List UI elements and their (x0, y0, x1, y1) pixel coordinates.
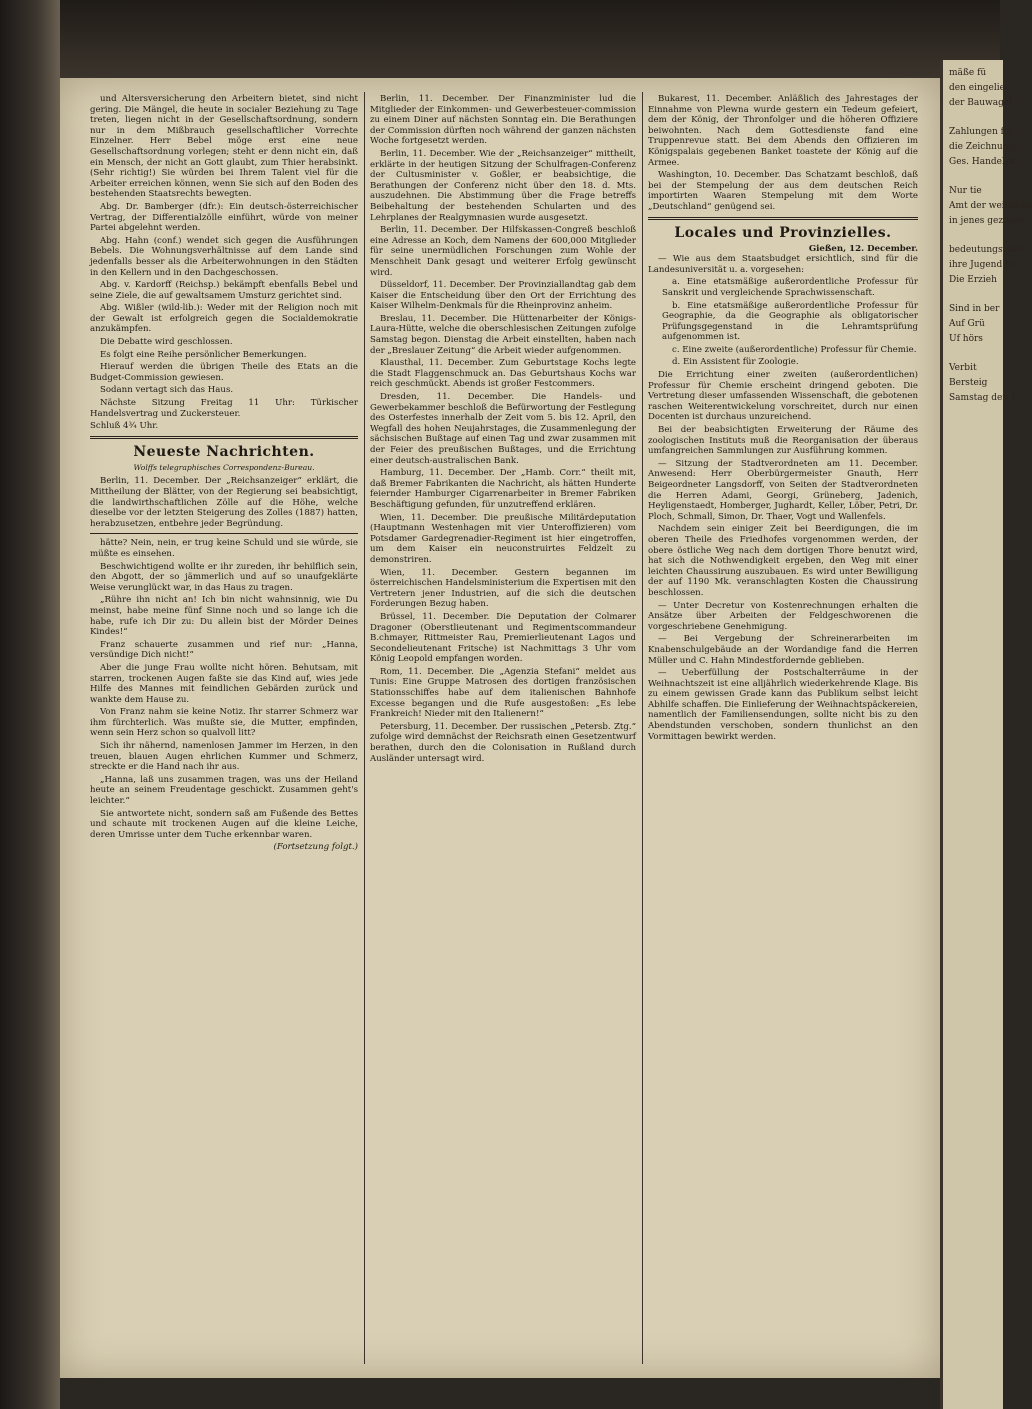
adjacent-page-text (943, 60, 1032, 404)
news-item: Düsseldorf, 11. December. Der Provinziallandtag gab dem Kaiser die Entscheidung über den Ort der Errichtung des Kaiser Wilhelm-Denkmals für die Rheinprovinz anheim. (370, 280, 636, 312)
parliament-report (90, 94, 358, 432)
adjacent-page-line: Die Erzieh (949, 275, 997, 285)
column-2 (370, 94, 636, 1364)
locals-section-title: Locales und Provinzielles. (674, 224, 892, 241)
paragraph: Hierauf werden die übrigen Theile des Etats an die Budget-Commission gewiesen. (90, 362, 358, 383)
adjacent-page-line: Uf hörs (949, 334, 983, 344)
adjacent-page-line: Auf Grü (949, 319, 985, 329)
story-paragraph: hätte? Nein, nein, er trug keine Schuld und sie würde, sie müßte es einsehen. (90, 538, 358, 559)
column-1 (90, 94, 358, 1364)
adjacent-page-line: ihre Jugend bi (949, 260, 1014, 270)
budget-list-item: d. Ein Assistent für Zoologie. (672, 357, 799, 368)
scan-top-background (60, 0, 1000, 78)
paragraph: Abg. Dr. Bamberger (dfr.): Ein deutsch-österreichischer Vertrag, der Differentialzölle einführt, würde von meiner Partei abgelehnt werden. (90, 201, 358, 234)
news-item: Hamburg, 11. December. Der „Hamb. Corr.“ theilt mit, daß Bremer Fabrikanten die Nachricht, als hätten Hunderte feiernder Hamburger Cigarrenarbeiter in Bremer Fabriken Beschäftigung gefunden, für unzutreffend erklären. (370, 468, 636, 510)
story-paragraph: Sich ihr nähernd, namenlosen Jammer im Herzen, in den treuen, blauen Augen ehrlichen Kummer und Schmerz, streckte er die Hand nach ihr aus. (90, 741, 358, 773)
adjacent-page-line: Nur tie (949, 186, 982, 196)
local-paragraph: — Bei Vergebung der Schreinerarbeiten im Knabenschulgebäude an der Wordandige fand die Herren Müller und C. Hahn Mindestfordernde geblieben. (648, 634, 918, 666)
feuilleton-story (90, 538, 358, 853)
story-paragraph: Beschwichtigend wollte er ihr zureden, ihr behilflich sein, den Abgott, der so jämmerlich und auf so unaufgeklärte Weise verunglückt war, in das Haus zu tragen. (90, 561, 358, 593)
story-paragraph: Von Franz nahm sie keine Notiz. Ihr starrer Schmerz war ihm fürchterlich. Was mußte sie, die Mutter, empfinden, wenn sein Herz schon so qualvoll litt? (90, 707, 358, 739)
adjacent-page-line: der Bauwagel (949, 98, 1013, 108)
adjacent-page-line: Ges. Handelsk (949, 157, 1015, 167)
section-divider (90, 533, 358, 534)
local-paragraph: Nachdem sein einiger Zeit bei Beerdigungen, die im oberen Theile des Friedhofes vorgenommen werden, der obere östliche Weg nach dem dortigen Thore benutzt wird, hat sich die Nothwendigkeit ergeben, den Weg mit einer leichten Chaussirung auszubauen. Es wird unter Bewilligung der auf 1190 Mk. veranschlagten Kosten die Chaussirung beschlossen. (648, 524, 918, 598)
adjacent-page-line: mäße fü (949, 68, 987, 78)
news-item: Bukarest, 11. December. Anläßlich des Jahrestages der Einnahme von Plewna wurde gestern ein Tedeum gefeiert, dem der König, der Thronfolger und die höheren Offiziere beiwohnten. Nach dem Gottesdienste fand eine Truppenrevue statt. Bei dem Abends den Offizieren im Königspalais gegebenen Banket toastete der König auf die Armee. (648, 94, 918, 168)
news-item: Klausthal, 11. December. Zum Geburtstage Kochs legte die Stadt Flaggenschmuck an. Das Geburtshaus Kochs war reich geschmückt. Abends ist großer Festcommers. (370, 358, 636, 390)
news-item: Petersburg, 11. December. Der russischen „Petersb. Ztg.“ zufolge wird demnächst der Reichsrath einen Gesetzentwurf berathen, durch den die Colonisation in Rußland durch Ausländer untersagt wird. (370, 721, 636, 764)
adjacent-page-line: den eingelie (949, 83, 1005, 93)
paragraph: Sodann vertagt sich das Haus. (100, 385, 234, 396)
local-paragraph: — Sitzung der Stadtverordneten am 11. December. Anwesend: Herr Oberbürgermeister Gnauth, Herr Beigeordneter Langsdorff, von Seiten der Stadtverordneten die Herren Adami, Georgi, Grüneberg, Jadenich, Heyligenstaedt, Homberger, Jughardt, Keller, Löber, Petri, Dr. Ploch, Schmall, Simon, Dr. Thaer, Vogt und Wallenfels. (648, 458, 918, 522)
story-paragraph: „Rühre ihn nicht an! Ich bin nicht wahnsinnig, wie Du meinst, habe meine fünf Sinne noch und so lange ich die habe, rufe ich Dir zu: Du allein bist der Mörder Deines Kindes!“ (90, 595, 358, 638)
paragraph: Die Debatte wird geschlossen. (100, 337, 233, 348)
adjacent-page-line: Bersteig (949, 378, 988, 388)
story-paragraph: Franz schauerte zusammen und rief nur: „Hanna, versündige Dich nicht!“ (90, 639, 358, 661)
local-paragraph: Die Errichtung einer zweiten (außerordentlichen) Professur für Chemie erscheint dringend geboten. Die Vertretung dieser umfassenden Wissenschaft, die gebotenen raschen Weiterentwickelung vorschreitet, durch nur einen Docenten ist durchaus unzureichend. (648, 370, 918, 423)
budget-list-item: b. Eine etatsmäßige außerordentliche Professur für Geographie, da die Geographie als obligatorischer Prüfungsgegenstand in die Lehramtsprüfung aufgenommen ist. (662, 300, 918, 343)
news-item: Breslau, 11. December. Die Hüttenarbeiter der Königs-Laura-Hütte, welche die oberschlesischen Zeitungen zufolge Samstag begon. Dienstag die Arbeit einstellten, haben nach der „Breslauer Zeitung“ die Arbeit wieder aufgenommen. (370, 313, 636, 356)
budget-list-item: c. Eine zweite (außerordentliche) Professur für Chemie. (672, 344, 917, 355)
session-close: Schluß 4¾ Uhr. (90, 421, 159, 432)
news-item: Wien, 11. December. Die preußische Militärdeputation (Hauptmann Westenhagen mit vier Unteroffizieren) vom Potsdamer Gardegrenadier-Regiment ist hier eingetroffen, um dem Kaiser ein neuconstruirtes Feldzelt zu demonstriren. (370, 512, 636, 565)
locals-dateline: Gießen, 12. December. (808, 243, 918, 254)
news-item: Brüssel, 11. December. Die Deputation der Colmarer Dragoner (Oberstlieutenant und Regimentscommandeur B.chmayer, Rittmeister Rau, Premierlieutenant Lagos und Secondelieutenant Fritsche) ist Nachmittags 3 Uhr vom König Leopold empfangen worden. (370, 611, 636, 665)
adjacent-page-line: in jenes gezogen (949, 216, 1026, 226)
budget-list-item: a. Eine etatsmäßige außerordentliche Professur für Sanskrit und vergleichende Sprachwissenschaft. (662, 277, 918, 298)
story-paragraph: Aber die junge Frau wollte nicht hören. Behutsam, mit starren, trockenen Augen faßte sie das Kind auf, wies jede Hilfe des Mannes mit feindlichen Gebärden zurück und wankte dem Hause zu. (90, 662, 358, 705)
local-paragraph: — Unter Decretur von Kostenrechnungen erhalten die Ansätze über Arbeiten der Feldgeschworenen die vorgeschriebene Genehmigung. (648, 600, 918, 632)
news-section-title: Neueste Nachrichten. (133, 443, 315, 460)
news-item: Berlin, 11. December. Wie der „Reichsanzeiger“ mittheilt, erklärte in der heutigen Sitzung der Schulfragen-Conferenz der Cultusminister v. Goßler, er beabsichtige, die Berathungen der Conferenz nicht über den 18. d. Mts. auszudehnen. Die Abstimmung über die Frage betreffs Beibehaltung der bestehenden Schularten und des Lehrplanes der Realgymnasien wurde ausgesetzt. (370, 148, 636, 223)
book-binding (0, 0, 60, 1409)
paragraph: Nächste Sitzung Freitag 11 Uhr: Türkischer Handelsvertrag und Zuckersteuer. (90, 398, 358, 419)
newspaper-page (60, 78, 940, 1378)
news-item: Dresden, 11. December. Die Handels- und Gewerbekammer beschloß die Befürwortung der Festlegung des Osterfestes innerhalb der Zeit vom 5. bis 12. April, den Wegfall des hohen Neujahrstages, die Zusammenlegung der sächsischen Bußtage auf einen Tag und zwar zusammen mit der Feier des preußischen Bußtages, und die Errichtung einer deutsch-australischen Bank. (370, 392, 636, 466)
adjacent-page-line: Samstag den 1 (949, 393, 1017, 403)
column-rule (642, 92, 643, 1364)
paragraph: und Altersversicherung den Arbeitern bietet, sind nicht gering. Die Mängel, die heute in socialer Beziehung zu Tage treten, liegen nicht in der Gesellschaftsordnung, sondern nur in dem Mißbrauch gesellschaftlicher Vorrechte Einzelner. Herr Bebel möge erst eine neue Gesellschaftsordnung vorlegen; steht er denn nicht ein, daß ein Mensch, der nicht an Gott glaubt, zum Thier herabsinkt. (Sehr richtig!) Sie würden bei Ihrem Talent viel für die Arbeiter erreichen können, wenn Sie sich auf den Boden des bestehenden Staatsrechts bewegten. (90, 94, 358, 200)
news-item: Wien, 11. December. Gestern begannen im österreichischen Handelsministerium die Expertisen mit den Vertretern jener Industrien, auf die sich die deutschen Forderungen Bezug haben. (370, 567, 636, 610)
adjacent-page-line: bedeutungsvolle (949, 245, 1025, 255)
news-item: Berlin, 11. December. Der Hilfskassen-Congreß beschloß eine Adresse an Koch, dem Namens der 600,000 Mitglieder für seine unermüdlichen Forschungen zum Wohle der Menschheit Dank gesagt und weiterer Erfolg gewünscht wird. (370, 225, 636, 278)
story-paragraph: Sie antwortete nicht, sondern saß am Fußende des Bettes und schaute mit trockenen Augen auf die kleine Leiche, deren Umrisse unter dem Tuche erkennbar waren. (90, 808, 358, 840)
news-item: Berlin, 11. December. Der Finanzminister lud die Mitglieder der Einkommen- und Gewerbesteuer-commission zu einem Diner auf nächsten Sonntag ein. Die Berathungen der Commission dürften noch während der ganzen nächsten Woche fortgesetzt werden. (370, 94, 636, 147)
local-paragraph: Bei der beabsichtigten Erweiterung der Räume des zoologischen Instituts muß die Reorganisation der überaus umfangreichen Sammlungen zur Ausführung kommen. (648, 425, 918, 457)
column-rule (364, 92, 365, 1364)
budget-intro: — Wie aus dem Staatsbudget ersichtlich, sind für die Landesuniversität u. a. vorgesehen: (648, 254, 918, 275)
paragraph: Abg. v. Kardorff (Reichsp.) bekämpft ebenfalls Bebel und seine Ziele, die auf gewaltsamem Umsturz gerichtet sind. (90, 280, 358, 301)
continued-note: (Fortsetzung folgt.) (273, 842, 358, 853)
paragraph: Abg. Wißler (wild-lib.): Weder mit der Religion noch mit der Gewalt ist erfolgreich gegen die Socialdemokratie anzukämpfen. (90, 303, 358, 335)
adjacent-page-line: Zahlungen fel (949, 127, 1013, 137)
adjacent-page-line: Sind in ber (949, 304, 1000, 314)
local-paragraph: — Ueberfüllung der Postschalterräume in der Weihnachtszeit ist eine alljährlich wiederkehrende Klage. Bis zu einem gewissen Grade kann das Publikum selbst leicht Abhilfe schaffen. Die Einlieferung der Weihnachtspäckereien, namentlich der Familiensendungen, sollte nicht bis zu den Abendstunden verschoben, sondern thunlichst an den Vormittagen bewirkt werden. (648, 668, 918, 742)
adjacent-page-line: die Zeichnung (949, 142, 1015, 152)
paragraph: Es folgt eine Reihe persönlicher Bemerkungen. (100, 349, 307, 360)
adjacent-page-edge (940, 60, 1032, 1409)
paragraph: Abg. Hahn (conf.) wendet sich gegen die Ausführungen Bebels. Die Wohnungsverhältnisse auf dem Lande sind jedenfalls besser als die Arbeiterwohnungen in den Städten in den Kellern und in den Dachgeschossen. (90, 235, 358, 278)
news-item: Washington, 10. December. Das Schatzamt beschloß, daß bei der Stempelung der aus dem deutschen Reich importirten Waaren Stempelung mit dem Worte „Deutschland“ genügend sei. (648, 170, 918, 212)
section-divider (90, 436, 358, 439)
adjacent-page-line: Amt der weibliche (949, 201, 1032, 211)
story-paragraph: „Hanna, laß uns zusammen tragen, was uns der Heiland heute an seinem Freudentage geschickt. Zusammen geht's leichter.“ (90, 774, 358, 807)
column-3 (648, 94, 918, 1364)
news-item: Rom, 11. December. Die „Agenzia Stefani“ meldet aus Tunis: Eine Gruppe Matrosen des dortigen französischen Stationsschiffes habe auf dem italienischen Bahnhofe Excesse begangen und die Rufe ausgestoßen: „Es lebe Frankreich! Nieder mit den Italienern!“ (370, 666, 636, 720)
adjacent-page-line: Verbit (949, 363, 977, 373)
news-source: Wolffs telegraphisches Correspondenz-Bureau. (133, 462, 315, 472)
news-item: Berlin, 11. December. Der „Reichsanzeiger“ erklärt, die Mittheilung der Blätter, von der Regierung sei beabsichtigt, die landwirthschaftlichen Zölle auf die Höhe, welche dieselbe vor der letzten Steigerung des Zolles (1887) hatten, herabzusetzen, entbehre jeder Begründung. (90, 476, 358, 529)
section-divider (648, 217, 918, 220)
